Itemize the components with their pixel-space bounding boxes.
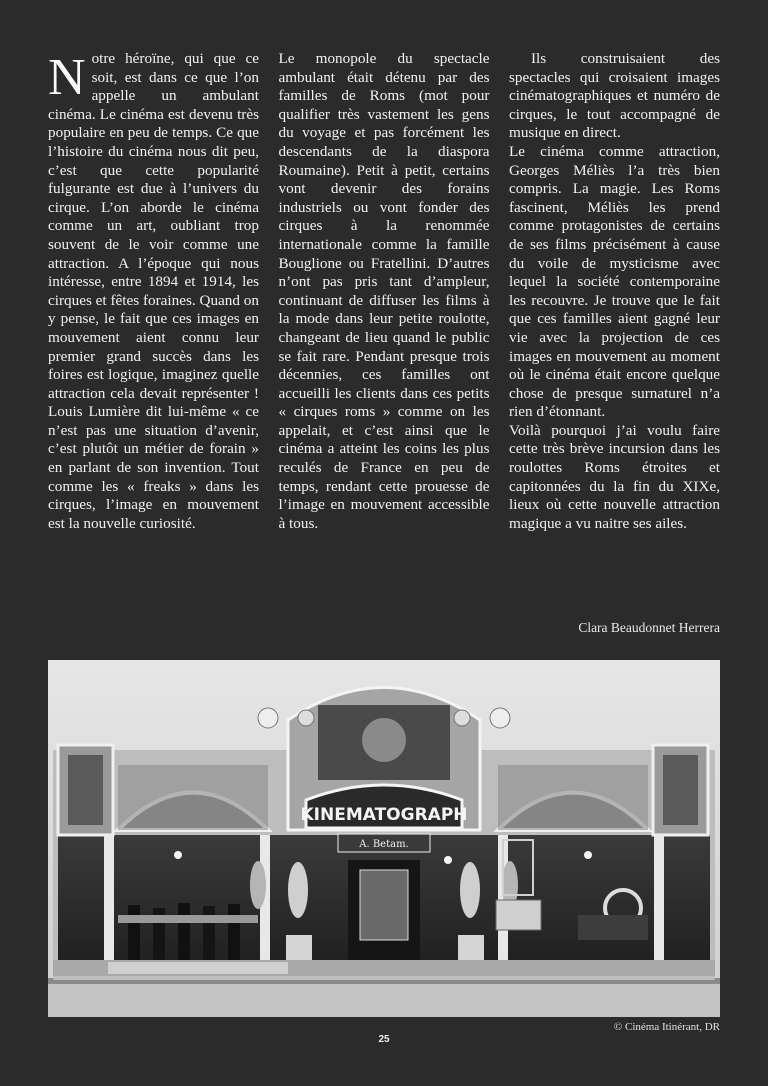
- article-columns: [48, 50, 720, 533]
- column-3-paragraph-2: Le cinéma comme attraction, Georges Méliès l’a très bien compris. La magie. Les Roms fascinent, Méliès les prend comme protagonistes de certains de ses films précisément à cause du voile de mysticisme avec lequel la société contemporaine les recouvre. Je trouve que le fait que ces familles aient gagné leur vie avec la projection de ces images en mouvement au moment où le cinéma était encore quelque chose de presque surnaturel n’a rien d’étonnant.: [509, 142, 720, 421]
- column-1: [48, 50, 259, 533]
- column-2-text: Le monopole du spectacle ambulant était détenu par des familles de Roms (mot pour qualifier très vastement les gens du voyage et pas forcément les descendants de la diaspora Roumaine). Petit à petit, certains vont devenir des forains industriels ou vont fonder des cirques à la renommée internationale comme la famille Bouglione ou Fratellini. D’autres n’ont pas pris tant d’ampleur, continuant de diffuser les films à la mode dans leur petite roulotte, changeant de lieu quand le public se fait rare. Pendant presque trois décennies, ces familles ont accueilli les clients dans ces petits « cirques roms » comme on les appelait, et c’est ainsi que le cinéma a atteint les coins les plus reculés de France en peu de temps, rendant cette prouesse de l’image en mouvement accessible à tous.: [278, 50, 490, 532]
- kinematograph-photo: [48, 660, 720, 1017]
- column-3-paragraph-1: Ils construisaient des spectacles qui croisaient images cinématographiques et numéro de cirques, le tout accompagné de musique en direct.: [509, 50, 720, 142]
- author-signature: Clara Beaudonnet Herrera: [578, 620, 720, 635]
- photo-credit: © Cinéma Itinérant, DR: [613, 1021, 720, 1033]
- column-1-text: otre héroïne, qui que ce soit, est dans ce que l’on appelle un ambulant cinéma. Le cinéma est devenu très populaire en peu de temps. Ce que l’histoire du cinéma nous dit peu, c’est que cette popularité fulgurante est due à l’univers du cirque. L’on aborde le cinéma comme un art, oubliant trop souvent de le voir comme une attraction. A l’époque qui nous intéresse, entre 1894 et 1914, les cirques et fêtes foraines. Quand on y pense, le fait que ces images en mouvement aient connu leur premier grand succès dans les foires est logique, imaginez quelle attraction cela devait représenter ! Louis Lumière dit lui-même « ce n’est pas une situation d’avenir, c’est plutôt un métier de forain » en parlant de son invention. Tout comme les « freaks » dans les cirques, l’image en mouvement est la nouvelle curiosité.: [48, 50, 259, 532]
- owner-text: A. Betam.: [359, 839, 409, 850]
- column-2: [279, 50, 490, 533]
- page-number: 25: [378, 1034, 390, 1045]
- column-3-paragraph-3: Voilà pourquoi j’ai voulu faire cette très brève incursion dans les roulottes Roms étroites et capitonnées du la fin du XIXe, lieux où cette nouvelle attraction magique a vu naitre ses ailes.: [509, 421, 720, 532]
- paragraph: [48, 50, 259, 533]
- sign-text: KINEMATOGRAPH: [300, 805, 468, 825]
- column-3: [509, 50, 720, 533]
- fairground-cinema-illustration: [48, 660, 720, 1017]
- drop-cap: N: [48, 49, 86, 106]
